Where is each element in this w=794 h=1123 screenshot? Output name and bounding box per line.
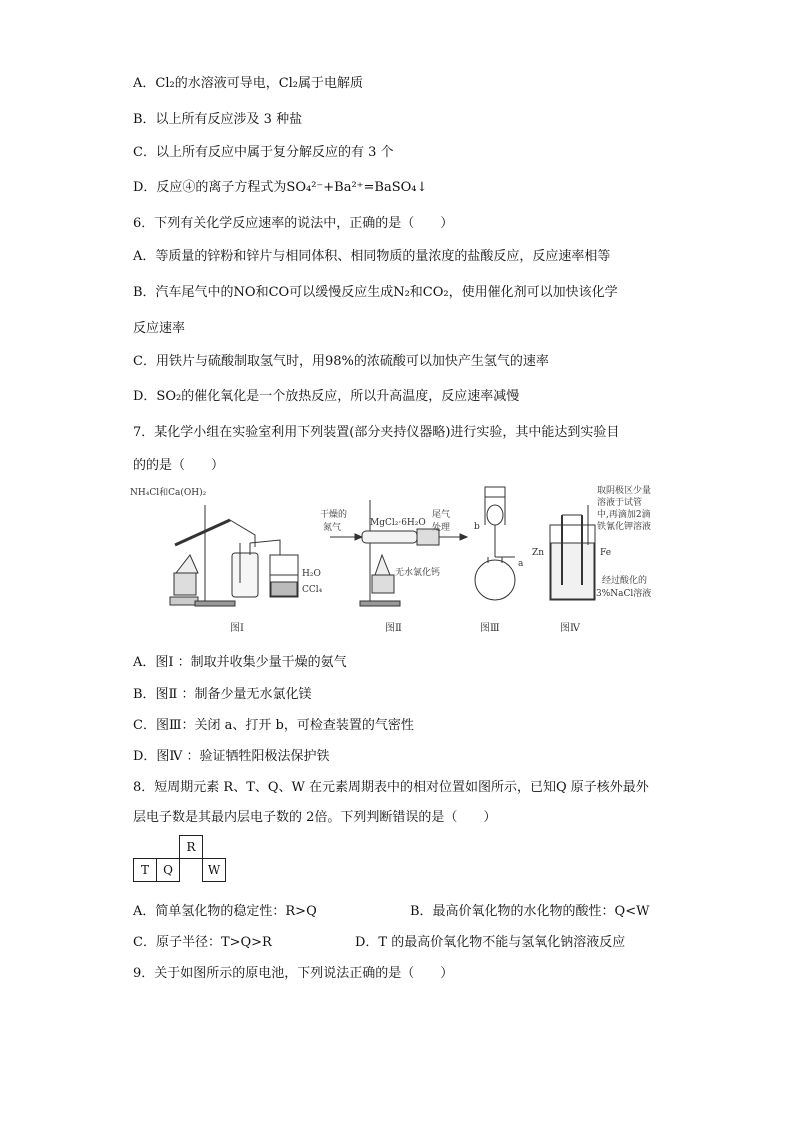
fig4-solution-line1: 经过酸化的 (602, 576, 648, 586)
q8-option-c: C．原子半径：T>Q>R (133, 935, 272, 950)
periodic-table-fragment (133, 835, 226, 882)
fig1-ccl4-label: CCl₄ (302, 585, 323, 595)
q6-option-d: D．SO₂的催化氧化是一个放热反应，所以升高温度，反应速率减慢 (133, 389, 520, 404)
fig4-note-line4: 铁氰化钾溶液 (597, 522, 652, 532)
q7-option-a: A．图Ⅰ ：制取并收集少量干燥的氨气 (133, 655, 347, 670)
fig2-tail-label-1: 尾气 (432, 510, 451, 520)
fig4-solution-line2: 3%NaCl溶液 (596, 589, 652, 599)
q5-option-b: B．以上所有反应涉及 3 种盐 (133, 112, 303, 127)
cell-w: W (203, 859, 226, 882)
fig4-note-line1: 取阴极区少量 (597, 486, 652, 496)
fig2-tail-label-2: 处理 (432, 523, 451, 533)
q7-figure (130, 485, 670, 635)
fig4-zn-label: Zn (532, 548, 545, 558)
fig2-salt-label: MgCl₂·6H₂O (370, 518, 426, 528)
figure-label-2: 图Ⅱ (385, 623, 402, 634)
q6-option-c: C．用铁片与硫酸制取氢气时，用98%的浓硫酸可以加快产生氢气的速率 (133, 354, 549, 369)
q5-option-a: A．Cl₂的水溶液可导电，Cl₂属于电解质 (133, 76, 364, 91)
fig1-reagent-label: NH₄Cl和Ca(OH)₂ (130, 488, 207, 498)
q6-stem: 6．下列有关化学反应速率的说法中，正确的是（ ） (133, 216, 454, 231)
q5-option-c: C．以上所有反应中属于复分解反应的有 3 个 (133, 145, 394, 160)
figure-label-4: 图Ⅳ (560, 623, 580, 634)
fig4-note-line3: 中,再滴加2滴 (597, 510, 651, 520)
q7-option-c: C．图Ⅲ：关闭 a、打开 b，可检查装置的气密性 (133, 718, 414, 733)
q8-option-a: A．简单氢化物的稳定性：R>Q (133, 904, 317, 919)
q6-option-b-line2: 反应速率 (133, 321, 186, 336)
figure-label-3: 图Ⅲ (480, 623, 500, 634)
figure-label-1: 图Ⅰ (230, 623, 244, 634)
cell-r: R (180, 836, 203, 859)
fig4-fe-label: Fe (600, 548, 612, 558)
q7-option-d: D．图Ⅳ ：验证牺牲阳极法保护铁 (133, 749, 330, 764)
fig1-water-label: H₂O (302, 569, 321, 579)
fig3-a-label: a (518, 559, 524, 569)
q7-stem-line1: 7．某化学小组在实验室利用下列装置(部分夹持仪器略)进行实验，其中能达到实验目 (133, 425, 620, 440)
q8-option-d: D．T 的最高价氧化物不能与氢氧化钠溶液反应 (355, 935, 626, 950)
cell-q: Q (157, 859, 180, 882)
q7-stem-line2: 的的是（ ） (133, 458, 225, 473)
q6-option-a: A．等质量的锌粉和锌片与相同体积、相同物质的量浓度的盐酸反应，反应速率相等 (133, 249, 611, 264)
q7-option-b: B．图Ⅱ ：制备少量无水氯化镁 (133, 687, 312, 702)
q9-stem: 9．关于如图所示的原电池，下列说法正确的是（ ） (133, 966, 454, 981)
fig4-note-line2: 溶液于试管 (597, 498, 643, 508)
fig2-gas-label-1: 干燥的 (320, 510, 348, 520)
q6-option-b-line1: B．汽车尾气中的NO和CO可以缓慢反应生成N₂和CO₂，使用催化剂可以加快该化学 (133, 285, 618, 300)
fig2-dryer-label: 无水氯化钙 (395, 568, 441, 578)
fig2-gas-label-2: 氮气 (323, 523, 342, 533)
q8-stem-line1: 8．短周期元素 R、T、Q、W 在元素周期表中的相对位置如图所示，已知Q 原子核外最外 (133, 780, 649, 795)
q8-stem-line2: 层电子数是其最内层电子数的 2倍。下列判断错误的是（ ） (133, 810, 497, 825)
q8-option-b: B．最高价氧化物的水化物的酸性：Q<W (410, 904, 650, 919)
apparatus-diagram (130, 485, 670, 635)
cell-t: T (134, 859, 157, 882)
q5-option-d: D．反应④的离子方程式为SO₄²⁻+Ba²⁺=BaSO₄↓ (133, 180, 428, 195)
fig3-b-label: b (474, 522, 480, 532)
